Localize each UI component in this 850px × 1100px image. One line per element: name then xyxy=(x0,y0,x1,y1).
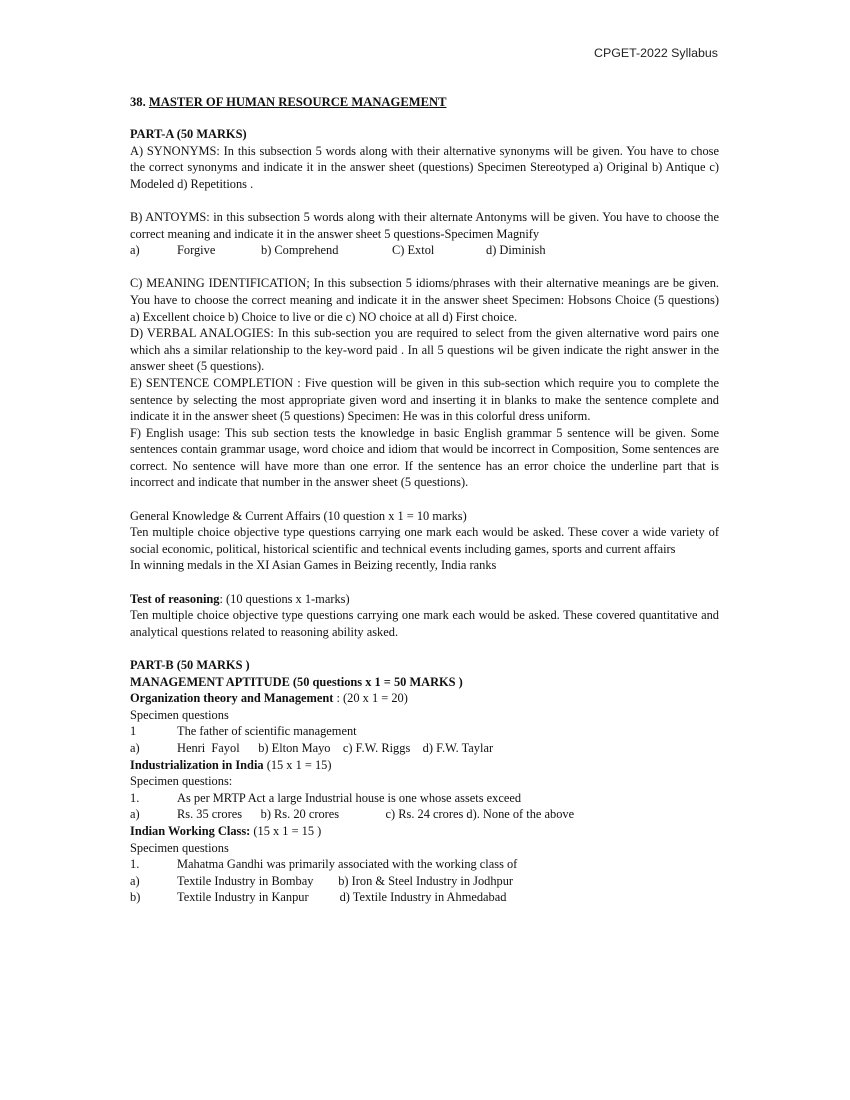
section-title xyxy=(130,94,447,111)
wc-heading xyxy=(130,823,719,840)
option-text: d) Diminish xyxy=(486,243,546,258)
option-letter: a) xyxy=(130,243,140,258)
option-letter: b) xyxy=(130,890,141,905)
part-b-subheading: MANAGEMENT APTITUDE (50 questions x 1 = 50 MARKS ) xyxy=(130,674,463,689)
question-number: 1. xyxy=(130,857,140,872)
question-number: 1. xyxy=(130,790,140,805)
reasoning-label: Test of reasoning xyxy=(130,591,220,606)
part-a-heading: PART-A (50 MARKS) xyxy=(130,127,247,141)
org-options xyxy=(130,740,719,757)
completion-paragraph: E) SENTENCE COMPLETION : Five question will be given in this sub-section which require you to complete the sentence by selecting the most appropriate given word and inserting it in blanks to make the sentence complete and indicate it in the answer sheet (5 questions) Specimen: He was in this colorful dress uniform. xyxy=(130,375,719,424)
reasoning-marks: : (10 questions x 1-marks) xyxy=(219,591,350,606)
page-header: CPGET-2022 Syllabus xyxy=(594,46,718,60)
option-text: Forgive xyxy=(177,243,216,258)
question-text: Mahatma Gandhi was primarily associated with the working class of xyxy=(177,857,518,872)
ind-heading xyxy=(130,757,719,774)
option-text: b) Comprehend xyxy=(261,243,339,258)
org-label: Organization theory and Management xyxy=(130,691,334,706)
question-text: As per MRTP Act a large Industrial house is one whose assets exceed xyxy=(177,790,522,805)
option-letter: a) xyxy=(130,740,140,755)
ind-specimen: Specimen questions: xyxy=(130,774,233,789)
part-b-heading: PART-B (50 MARKS ) xyxy=(130,658,250,672)
wc-marks: (15 x 1 = 15 ) xyxy=(250,823,322,838)
ind-marks: (15 x 1 = 15) xyxy=(263,757,332,772)
option-letter: a) xyxy=(130,873,140,888)
gk-heading: General Knowledge & Current Affairs (10 question x 1 = 10 marks) xyxy=(130,508,467,523)
meaning-paragraph: C) MEANING IDENTIFICATION; In this subsection 5 idioms/phrases with their alternative meanings are be given. You have to choose the correct meaning and indicate it in the answer sheet Specimen: Hobsons Choice (5 questions) a) Excellent choice b) Choice to live or die c) NO choice at all d) First choice. xyxy=(130,276,719,324)
option-text: Textile Industry in Kanpur d) Textile Industry in Ahmedabad xyxy=(177,890,507,905)
ind-label: Industrialization in India xyxy=(130,757,264,772)
wc-label: Indian Working Class: xyxy=(130,823,251,838)
option-text: C) Extol xyxy=(392,243,435,258)
org-question xyxy=(130,723,719,740)
option-letter: a) xyxy=(130,807,140,822)
wc-options-2 xyxy=(130,889,719,906)
usage-paragraph: F) English usage: This sub section tests the knowledge in basic English grammar 5 sentence will be given. Some sentences contain grammar usage, word choice and idiom that would be incorrect in Composition, Some sentences are correct. No sentence will have more than one error. If the sentence has an error choice the underline part that is incorrect and indicate that number in the answer sheet (5 questions). xyxy=(130,425,719,490)
antonyms-options xyxy=(130,242,719,259)
option-text: Henri Fayol b) Elton Mayo c) F.W. Riggs d) F.W. Taylar xyxy=(177,740,494,755)
gk-paragraph: Ten multiple choice objective type questions carrying one mark each would be asked. These cover a wide variety of social economic, political, historical scientific and technical events including games, sports and current affairs xyxy=(130,525,719,556)
wc-question xyxy=(130,856,719,873)
document-body xyxy=(130,126,719,906)
gk-specimen: In winning medals in the XI Asian Games in Beizing recently, India ranks xyxy=(130,558,497,573)
reasoning-heading xyxy=(130,591,719,608)
reasoning-paragraph: Ten multiple choice objective type questions carrying one mark each would be asked. These covered quantitative and analytical questions related to reasoning ability asked. xyxy=(130,608,719,639)
org-marks: : (20 x 1 = 20) xyxy=(333,691,408,706)
org-heading xyxy=(130,690,719,707)
org-specimen: Specimen questions xyxy=(130,707,229,722)
section-number: 38. xyxy=(130,95,146,109)
ind-options xyxy=(130,806,719,823)
question-number: 1 xyxy=(130,724,137,739)
analogies-paragraph: D) VERBAL ANALOGIES: In this sub-section you are required to select from the given alternative word pairs one which ahs a similar relationship to the key-word paid . In all 5 questions wil be given indicate the right answer in the answer sheet (5 questions). xyxy=(130,326,719,374)
wc-specimen: Specimen questions xyxy=(130,840,229,855)
option-text: Rs. 35 crores b) Rs. 20 crores c) Rs. 24 crores d). None of the above xyxy=(177,807,575,822)
ind-question xyxy=(130,790,719,807)
option-text: Textile Industry in Bombay b) Iron & Steel Industry in Jodhpur xyxy=(177,873,514,888)
question-text: The father of scientific management xyxy=(177,724,357,739)
section-title-text: MASTER OF HUMAN RESOURCE MANAGEMENT xyxy=(148,95,447,109)
wc-options-1 xyxy=(130,873,719,890)
synonyms-paragraph: A) SYNONYMS: In this subsection 5 words along with their alternative synonyms will be given. You have to chose the correct synonyms and indicate it in the answer sheet (questions) Specimen Stereotyped a) Original b) Antique c) Modeled d) Repetitions . xyxy=(130,143,719,191)
antonyms-paragraph: B) ANTOYMS: in this subsection 5 words along with their alternate Antonyms will be given. You have to choose the correct meaning and indicate it in the answer sheet 5 questions-Specimen Magnify xyxy=(130,209,719,241)
